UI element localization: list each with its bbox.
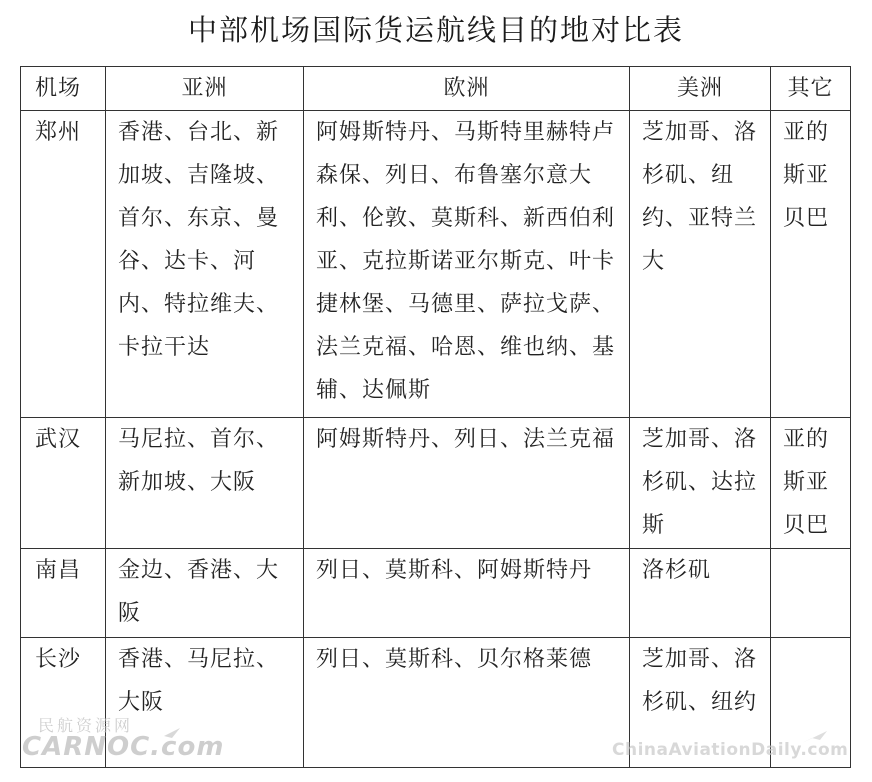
plane-icon: [800, 728, 830, 746]
asia-cell: 金边、香港、大阪: [106, 549, 304, 638]
asia-cell: 马尼拉、首尔、新加坡、大阪: [106, 418, 304, 549]
other-cell: 亚的斯亚贝巴: [771, 111, 851, 418]
america-cell: 芝加哥、洛杉矶、纽约: [630, 638, 771, 768]
comparison-table: [20, 66, 851, 768]
header-europe: 欧洲: [304, 67, 630, 111]
table-row: [21, 111, 851, 418]
europe-cell: 阿姆斯特丹、马斯特里赫特卢森保、列日、布鲁塞尔意大利、伦敦、莫斯科、新西伯利亚、克拉斯诺亚尔斯克、叶卡捷林堡、马德里、萨拉戈萨、法兰克福、哈恩、维也纳、基辅、达佩斯: [304, 111, 630, 418]
airport-cell: 郑州: [21, 111, 106, 418]
europe-cell: 阿姆斯特丹、列日、法兰克福: [304, 418, 630, 549]
america-cell: 芝加哥、洛杉矶、纽约、亚特兰大: [630, 111, 771, 418]
carnoc-watermark-en: CARNOC.com: [22, 732, 225, 762]
table-row: [21, 549, 851, 638]
plane-icon: [150, 724, 184, 746]
header-asia: 亚洲: [106, 67, 304, 111]
airport-cell: 武汉: [21, 418, 106, 549]
other-cell: [771, 549, 851, 638]
america-cell: 洛杉矶: [630, 549, 771, 638]
header-other: 其它: [771, 67, 851, 111]
page-title: 中部机场国际货运航线目的地对比表: [187, 13, 684, 47]
table-row: [21, 418, 851, 549]
airport-cell: 长沙: [21, 638, 106, 768]
header-america: 美洲: [630, 67, 771, 111]
europe-cell: 列日、莫斯科、贝尔格莱德: [304, 638, 630, 768]
america-cell: 芝加哥、洛杉矶、达拉斯: [630, 418, 771, 549]
carnoc-watermark: [22, 718, 224, 760]
asia-cell: 香港、台北、新加坡、吉隆坡、首尔、东京、曼谷、达卡、河内、特拉维夫、卡拉干达: [106, 111, 304, 418]
europe-cell: 列日、莫斯科、阿姆斯特丹: [304, 549, 630, 638]
header-airport: 机场: [21, 67, 106, 111]
table-header-row: [21, 67, 851, 111]
airport-cell: 南昌: [21, 549, 106, 638]
chinaaviationdaily-watermark: ChinaAviationDaily.com: [612, 740, 849, 760]
carnoc-watermark-cn: 民航资源网: [38, 716, 134, 735]
asia-cell: 香港、马尼拉、大阪: [106, 638, 304, 768]
other-cell: 亚的斯亚贝巴: [771, 418, 851, 549]
